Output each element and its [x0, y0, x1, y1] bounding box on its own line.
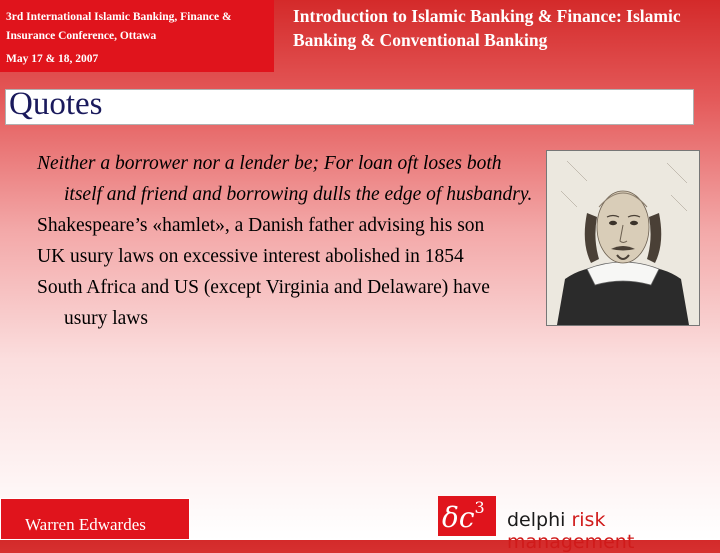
bullet-uk-usury: UK usury laws on excessive interest abolished in 1854: [37, 246, 464, 267]
portrait-drawing: [547, 151, 699, 325]
bullet-sa-us-usury: South Africa and US (except Virginia and Delaware) have usury laws: [37, 277, 490, 329]
shakespeare-portrait: [546, 150, 700, 326]
bullet-quote: Neither a borrower nor a lender be; For loan oft loses both itself and friend and borrowing dulls the edge of husbandry.: [37, 153, 533, 205]
conference-info-box: [0, 0, 274, 72]
dc3-logo: [438, 496, 496, 536]
logo-superscript: 3: [474, 498, 485, 517]
conference-name: 3rd International Islamic Banking, Finance & Insurance Conference, Ottawa: [6, 11, 232, 42]
brand-name-delphi: delphi: [507, 509, 572, 531]
logo-letters: δc: [442, 501, 475, 534]
bullet-list: [37, 148, 537, 334]
brand-name-risk-management: risk management: [507, 509, 635, 553]
conference-dates: May 17 & 18, 2007: [6, 53, 99, 65]
logo-mark: [442, 498, 485, 534]
presenter-name: Warren Edwardes: [25, 515, 146, 534]
bullet-source: Shakespeare’s «hamlet», a Danish father advising his son: [37, 215, 485, 236]
slide-header-title: Introduction to Islamic Banking & Finance: Islamic Banking & Conventional Banking: [293, 6, 681, 50]
presenter-box: [0, 498, 190, 540]
brand-name: [507, 509, 720, 553]
section-title: Quotes: [9, 86, 103, 122]
section-title-bar: [5, 86, 694, 125]
